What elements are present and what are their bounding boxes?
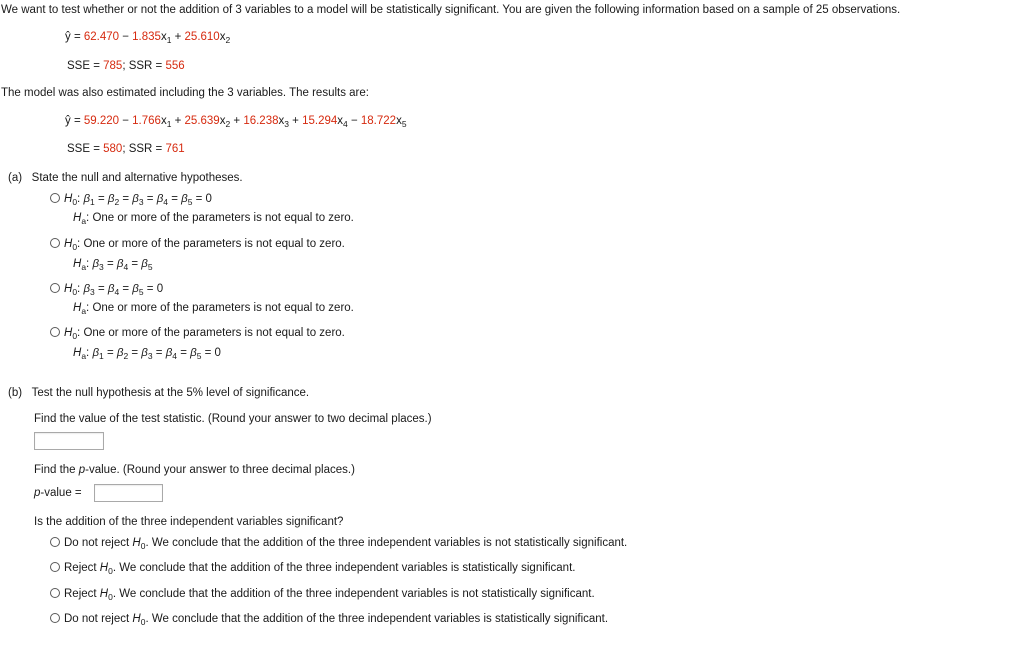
model2-b4: 15.294 xyxy=(302,115,338,127)
model1-b1: 1.835 xyxy=(132,31,161,43)
intro-text: We want to test whether or not the addition of 3 variables to a model will be statistically significant. You are given the following information based on a sample of 25 observations. xyxy=(1,4,901,16)
mid-text: The model was also estimated including the 3 variables. The results are: xyxy=(1,87,369,99)
conclusion-option-3[interactable]: Reject $H_0$. We conclude that the addition of the three independent variables is not statistically significant. xyxy=(50,588,595,600)
test-statistic-prompt: Find the value of the test statistic. (Round your answer to two decimal places.) xyxy=(34,413,432,425)
option-a4-ha: $H_a$: $\beta_1 = \beta_2 = \beta_3 = \beta_4 = \beta_5 = 0$ xyxy=(73,347,221,361)
model2-b0: 59.220 xyxy=(83,115,120,127)
option-a3-radio[interactable] xyxy=(50,283,60,293)
model1-sums: SSE = 785; SSR = 556 xyxy=(67,60,185,72)
conclusion-option-2[interactable]: Reject $H_0$. We conclude that the addition of the three independent variables is statistically significant. xyxy=(50,562,575,574)
model2-b5: 18.722 xyxy=(360,115,397,127)
model2-sums: SSE = 580; SSR = 761 xyxy=(67,143,185,155)
conclusion-option-4[interactable]: Do not reject $H_0$. We conclude that the addition of the three independent variables is statistically significant. xyxy=(50,613,608,625)
conclusion-option-4-radio[interactable] xyxy=(50,613,60,623)
option-a3[interactable]: $H_0$: $\beta_3 = \beta_4 = \beta_5 = 0$ xyxy=(50,283,163,295)
option-a1-radio[interactable] xyxy=(50,193,60,203)
model1-b2: 25.610 xyxy=(184,31,220,43)
model2-b1: 1.766 xyxy=(132,115,161,127)
option-a2-radio[interactable] xyxy=(50,238,60,248)
model2-b3: 16.238 xyxy=(243,115,279,127)
model2-sse: 580 xyxy=(103,143,123,155)
model1-equation: ŷ = $62.470 - 1.835x_1 + 25.610x_2$ xyxy=(65,31,231,45)
conclusion-option-1[interactable]: Do not reject $H_0$. We conclude that the addition of the three independent variables is not statistically significant. xyxy=(50,537,627,549)
option-a3-ha: $H_a$: One or more of the parameters is not equal to zero. xyxy=(73,302,354,316)
option-a2[interactable]: $H_0$: One or more of the parameters is not equal to zero. xyxy=(50,238,345,250)
conclusion-option-1-radio[interactable] xyxy=(50,537,60,547)
option-a4[interactable]: $H_0$: One or more of the parameters is not equal to zero. xyxy=(50,327,345,339)
option-a1-ha: $H_a$: One or more of the parameters is not equal to zero. xyxy=(73,212,354,226)
model2-ssr: 761 xyxy=(165,143,185,155)
significance-question: Is the addition of the three independent variables significant? xyxy=(34,516,344,528)
p-value-prompt: Find the p-value. (Round your answer to three decimal places.) xyxy=(34,464,355,476)
p-value-label: p-value = xyxy=(34,487,82,499)
model2-equation: ŷ = $59.220 - 1.766x_1 + 25.639x_2 + 16.238x_3 + 15.294x_4 - 18.722x_5$ xyxy=(65,115,407,129)
part-a-heading: (a) State the null and alternative hypotheses. xyxy=(8,172,243,184)
option-a4-radio[interactable] xyxy=(50,327,60,337)
model2-b2: 25.639 xyxy=(184,115,220,127)
test-statistic-input[interactable] xyxy=(34,432,104,450)
model1-b0: 62.470 xyxy=(83,31,120,43)
option-a1[interactable]: $H_0$: $\beta_1 = \beta_2 = \beta_3 = \beta_4 = \beta_5 = 0$ xyxy=(50,193,212,205)
p-value-input[interactable] xyxy=(94,484,163,502)
conclusion-option-2-radio[interactable] xyxy=(50,562,60,572)
conclusion-option-3-radio[interactable] xyxy=(50,588,60,598)
part-b-heading: (b) Test the null hypothesis at the 5% level of significance. xyxy=(8,387,310,399)
model1-ssr: 556 xyxy=(165,60,185,72)
option-a2-ha: $H_a$: $\beta_3 = \beta_4 = \beta_5$ xyxy=(73,258,153,272)
model1-sse: 785 xyxy=(103,60,123,72)
